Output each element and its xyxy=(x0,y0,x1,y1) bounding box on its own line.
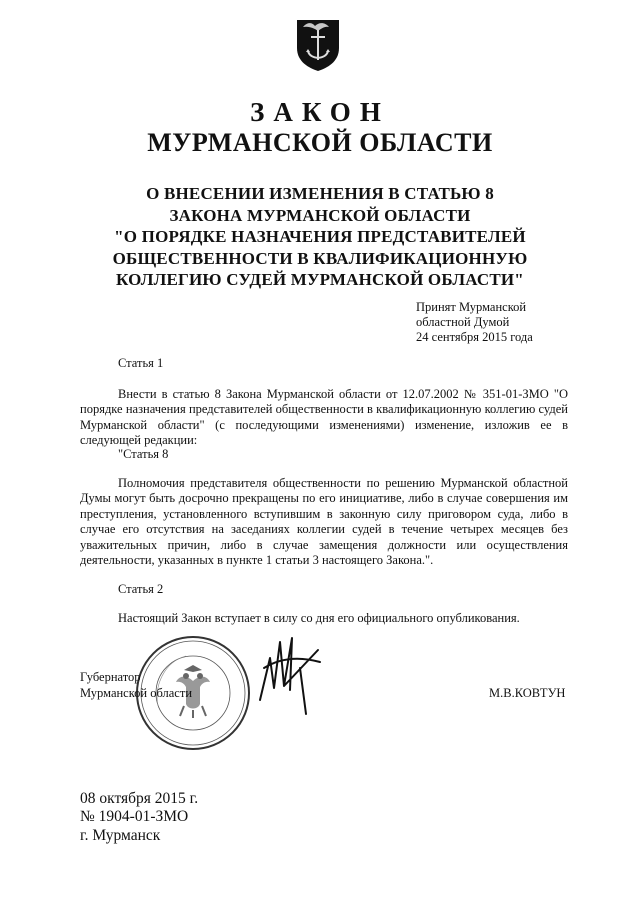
article-1-heading: Статья 1 xyxy=(118,356,164,370)
adoption-note xyxy=(416,300,533,345)
adoption-date: 24 сентября 2015 года xyxy=(416,330,533,344)
subject-line: О ВНЕСЕНИИ ИЗМЕНЕНИЯ В СТАТЬЮ 8 xyxy=(146,184,494,203)
subject-line: "О ПОРЯДКЕ НАЗНАЧЕНИЯ ПРЕДСТАВИТЕЛЕЙ xyxy=(114,227,526,246)
quoted-article-heading: "Статья 8 xyxy=(118,447,169,461)
signing-city: г. Мурманск xyxy=(80,827,161,844)
adoption-line: областной Думой xyxy=(416,315,510,329)
subject-line: ОБЩЕСТВЕННОСТИ В КВАЛИФИКАЦИОННУЮ xyxy=(112,248,528,268)
document-title: ЗАКОН xyxy=(250,97,390,127)
signing-date: 08 октября 2015 г. xyxy=(80,790,199,807)
quoted-article-text: Полномочия представителя общественности по решению Мурманской областной Думы могут быть досрочно прекращены по его инициативе, либо в случае совершения им преступления, установленного вступившим в законную силу приговором суда, либо в случае его отсутствия на заседаниях коллегии судей в течение четырех месяцев без уважительных причин, либо в случае замещения должности или осуществления деятельности, указанных в пункте 1 статьи 3 настоящего Закона.". xyxy=(80,476,568,568)
signatory-position: Губернатор xyxy=(80,670,141,684)
article-1-text: Внести в статью 8 Закона Мурманской области от 12.07.2002 № 351-01-ЗМО "О порядке назначения представителей общественности в квалификационную коллегию судей Мурманской области" (с последующими изменениями) изменение, изложив ее в следующей редакции: xyxy=(80,387,568,448)
law-number: № 1904-01-ЗМО xyxy=(80,808,189,825)
law-subject-title xyxy=(60,183,580,291)
document-region-title: МУРМАНСКОЙ ОБЛАСТИ xyxy=(147,128,493,157)
signature-icon xyxy=(240,628,330,718)
subject-line: КОЛЛЕГИЮ СУДЕЙ МУРМАНСКОЙ ОБЛАСТИ" xyxy=(116,270,524,289)
subject-line: ЗАКОНА МУРМАНСКОЙ ОБЛАСТИ xyxy=(169,205,471,225)
signatory-name: М.В.КОВТУН xyxy=(489,686,566,700)
article-2-heading: Статья 2 xyxy=(118,582,164,596)
adoption-line: Принят Мурманской xyxy=(416,300,527,314)
article-2-text: Настоящий Закон вступает в силу со дня его официального опубликования. xyxy=(118,611,520,625)
coat-of-arms-icon xyxy=(295,18,341,72)
signatory-region: Мурманской области xyxy=(80,686,193,700)
